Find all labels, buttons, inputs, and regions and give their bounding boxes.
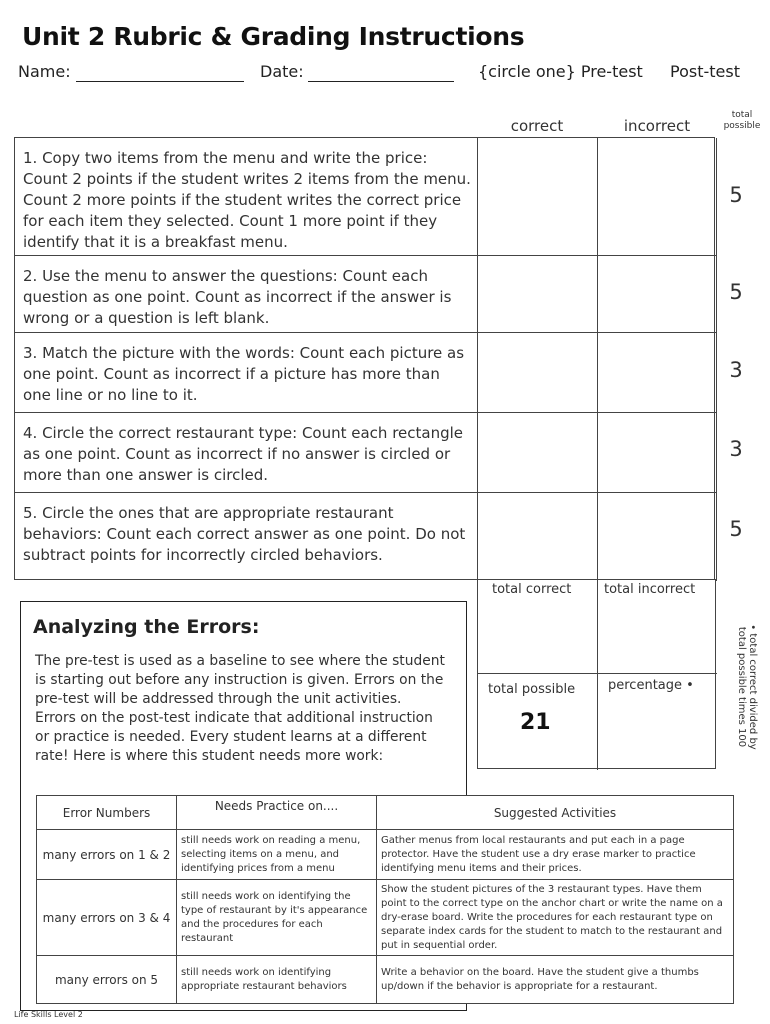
suggested-activities-cell: Gather menus from local restaurants and put each in a page protector. Have the student use a dry erase marker to practice identifying menu items and their prices. (377, 830, 734, 880)
points-value: 5 (729, 280, 743, 304)
rubric-table (14, 137, 715, 580)
table-row (37, 830, 734, 880)
total-correct-label: total correct (492, 582, 572, 597)
correct-column-divider (477, 138, 478, 581)
error-numbers-cell: many errors on 3 & 4 (37, 880, 177, 956)
incorrect-column-divider (597, 138, 598, 581)
analyzing-errors-title: Analyzing the Errors: (33, 616, 260, 638)
needs-practice-cell: still needs work on identifying the type of restaurant by it's appearance and the procedures for each restaurant (177, 880, 377, 956)
date-label: Date: (260, 62, 304, 81)
score-cell-line (477, 412, 717, 413)
rubric-row: 5. Circle the ones that are appropriate restaurant behaviors: Count each correct answer as one point. Do not subtract points for incorrectly circled behaviors. (15, 492, 477, 581)
points-value: 5 (729, 183, 743, 207)
totals-box (477, 579, 716, 769)
total-possible-column-header: total possible (723, 110, 761, 131)
name-blank[interactable] (76, 81, 244, 82)
needs-practice-cell: still needs work on reading a menu, selecting items on a menu, and identifying prices from a menu (177, 830, 377, 880)
suggested-activities-cell: Write a behavior on the board. Have the student give a thumbs up/down if the behavior is appropriate for a restaurant. (377, 956, 734, 1004)
rubric-row: 3. Match the picture with the words: Count each picture as one point. Count as incorrect if a picture has more than one line or no line to it. (15, 332, 477, 412)
error-numbers-cell: many errors on 5 (37, 956, 177, 1004)
totals-divider (478, 673, 717, 674)
page-title: Unit 2 Rubric & Grading Instructions (22, 22, 525, 51)
analyzing-errors-body: The pre-test is used as a baseline to see where the student is starting out before any instruction is given. Errors on the pre-test will be addressed through the unit activities. Errors on the post-test indicate that additional instruction or practice is needed. Every student learns at a different rate! Here is where this student needs more work: (35, 653, 445, 764)
date-blank[interactable] (308, 81, 454, 82)
points-value: 5 (729, 517, 743, 541)
table-row (37, 880, 734, 956)
error-numbers-cell: many errors on 1 & 2 (37, 830, 177, 880)
correct-column-header: correct (510, 117, 564, 135)
rubric-row: 4. Circle the correct restaurant type: Count each rectangle as one point. Count as incorrect if no answer is circled or more than one answer is circled. (15, 412, 477, 492)
total-possible-value: 21 (520, 710, 551, 735)
suggested-activities-header: Suggested Activities (377, 796, 734, 830)
error-numbers-header: Error Numbers (37, 796, 177, 830)
percentage-note (736, 612, 756, 762)
error-table-header-row (37, 796, 734, 830)
score-cell-line (477, 255, 717, 256)
footer-text: Life Skills Level 2 (14, 1010, 83, 1019)
points-value: 3 (729, 437, 743, 461)
score-cell-line (477, 492, 717, 493)
circle-one-pretest-label[interactable]: {circle one} Pre-test (478, 62, 643, 81)
table-row (37, 956, 734, 1004)
needs-practice-header: Needs Practice on.... (177, 796, 377, 830)
totals-divider (597, 580, 598, 770)
points-value: 3 (729, 358, 743, 382)
percentage-label: percentage • (608, 678, 694, 693)
suggested-activities-cell: Show the student pictures of the 3 restaurant types. Have them point to the correct type on the anchor chart or write the name on a dry-erase board. Write the procedures for each restaurant type on separate index cards for the student to match to the restaurant and put in sequential order. (377, 880, 734, 956)
score-cell-line (477, 332, 717, 333)
total-incorrect-label: total incorrect (604, 582, 696, 597)
percentage-note-text: • total correct divided by total possible times 100 (736, 624, 758, 750)
rubric-row: 1. Copy two items from the menu and write the price: Count 2 points if the student writes 2 items from the menu. Count 2 more points if the student writes the correct price for each item they selected. Count 1 more point if they identify that it is a breakfast menu. (23, 149, 471, 251)
incorrect-column-right-border (716, 138, 717, 581)
name-label: Name: (18, 62, 71, 81)
rubric-row: 2. Use the menu to answer the questions: Count each question as one point. Count as incorrect if the answer is wrong or a question is left blank. (15, 255, 477, 332)
student-info-line (18, 62, 763, 88)
total-possible-label: total possible (488, 682, 576, 697)
incorrect-column-header: incorrect (623, 117, 691, 135)
error-table (36, 795, 734, 1004)
needs-practice-cell: still needs work on identifying appropriate restaurant behaviors (177, 956, 377, 1004)
posttest-label[interactable]: Post-test (670, 62, 740, 81)
